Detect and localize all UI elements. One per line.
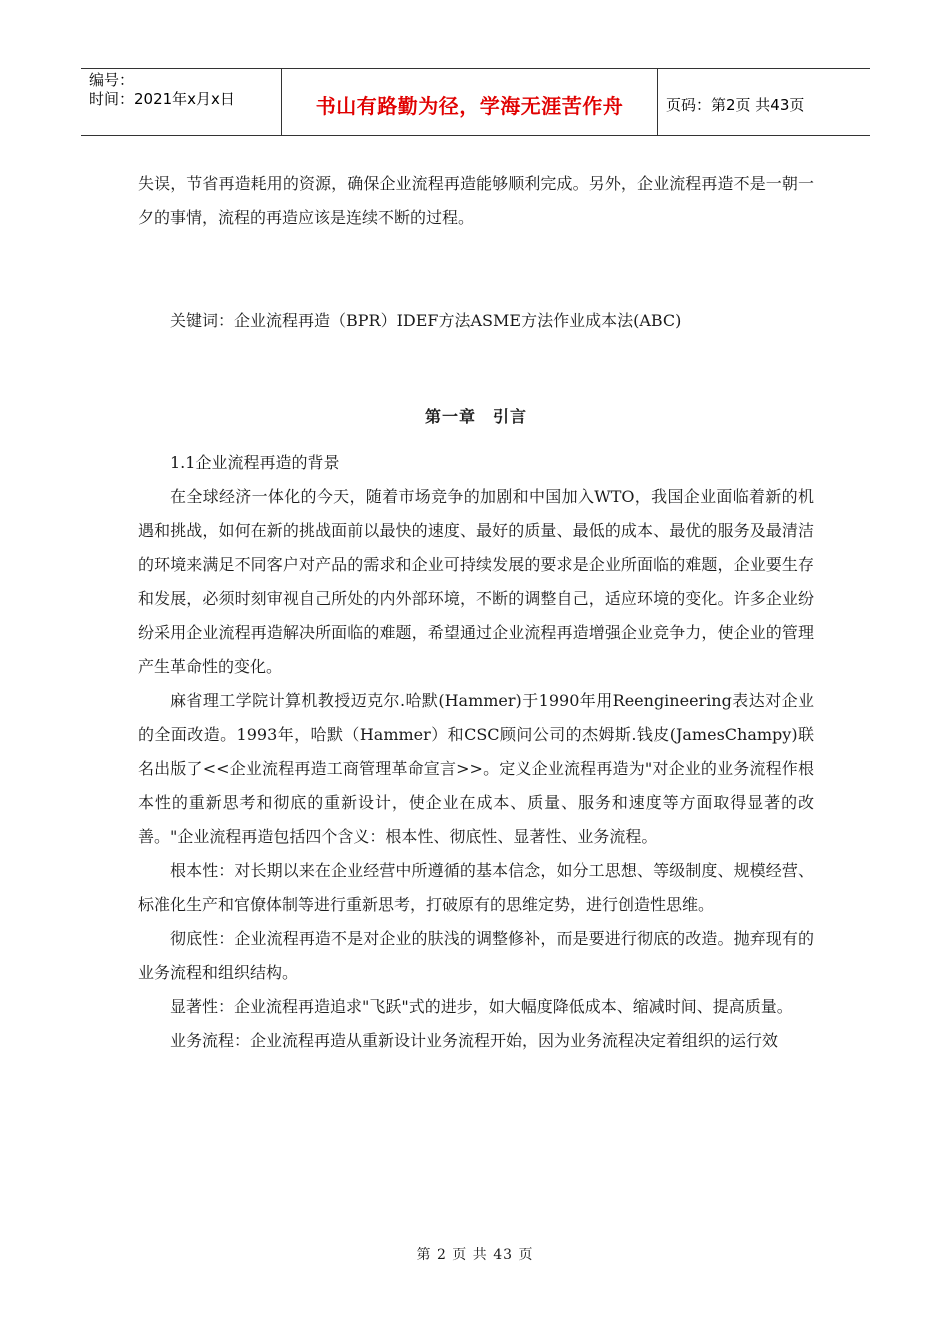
header-page-info: 页码：第2页 共43页: [666, 95, 805, 114]
body-paragraph: 在全球经济一体化的今天，随着市场竞争的加剧和中国加入WTO，我国企业面临着新的机遇和挑战，如何在新的挑战面前以最快的速度、最好的质量、最低的成本、最优的服务及最清洁的环境来满足不同客户对产品的需求和企业可持续发展的要求是企业所面临的难题，企业要生存和发展，必须时刻审视自己所处的内外部环境，不断的调整自己，适应环境的变化。许多企业纷纷采用企业流程再造解决所面临的难题，希望通过企业流程再造增强企业竞争力，使企业的管理产生革命性的变化。: [138, 487, 814, 676]
header-meta-cell: [81, 69, 282, 135]
document-date-label: 时间：2021年x月x日: [89, 90, 235, 108]
header-page-cell: [658, 69, 870, 135]
body-paragraph: 显著性：企业流程再造追求"飞跃"式的进步，如大幅度降低成本、缩减时间、提高质量。: [170, 997, 793, 1016]
page-footer: 第 2 页 共 43 页: [416, 1247, 534, 1263]
header-motto: 书山有路勤为径，学海无涯苦作舟: [315, 93, 624, 118]
body-paragraph: 业务流程：企业流程再造从重新设计业务流程开始，因为业务流程决定着组织的运行效: [170, 1031, 779, 1050]
keywords-line: 关键词：企业流程再造（BPR）IDEF方法ASME方法作业成本法(ABC): [170, 311, 682, 330]
continuation-paragraph: 失误，节省再造耗用的资源，确保企业流程再造能够顺利完成。另外，企业流程再造不是一朝一夕的事情，流程的再造应该是连续不断的过程。: [138, 174, 814, 227]
header-motto-cell: [282, 69, 658, 135]
page-header: [81, 68, 870, 136]
section-title: 1.1企业流程再造的背景: [170, 453, 340, 472]
chapter-title: 第一章 引言: [424, 407, 527, 426]
body-paragraph: 麻省理工学院计算机教授迈克尔.哈默(Hammer)于1990年用Reengineering表达对企业的全面改造。1993年，哈默（Hammer）和CSC顾问公司的杰姆斯.钱皮(JamesChampy)联名出版了<<企业流程再造工商管理革命宣言>>。定义企业流程再造为"对企业的业务流程作根本性的重新思考和彻底的重新设计，使企业在成本、质量、服务和速度等方面取得显著的改善。"企业流程再造包括四个含义：根本性、彻底性、显著性、业务流程。: [138, 691, 814, 846]
document-number-label: 编号：: [89, 71, 135, 89]
body-paragraph: 根本性：对长期以来在企业经营中所遵循的基本信念，如分工思想、等级制度、规模经营、标准化生产和官僚体制等进行重新思考，打破原有的思维定势，进行创造性思维。: [138, 861, 814, 914]
document-body: [138, 167, 814, 1058]
body-paragraph: 彻底性：企业流程再造不是对企业的肤浅的调整修补，而是要进行彻底的改造。抛弃现有的业务流程和组织结构。: [138, 929, 814, 982]
